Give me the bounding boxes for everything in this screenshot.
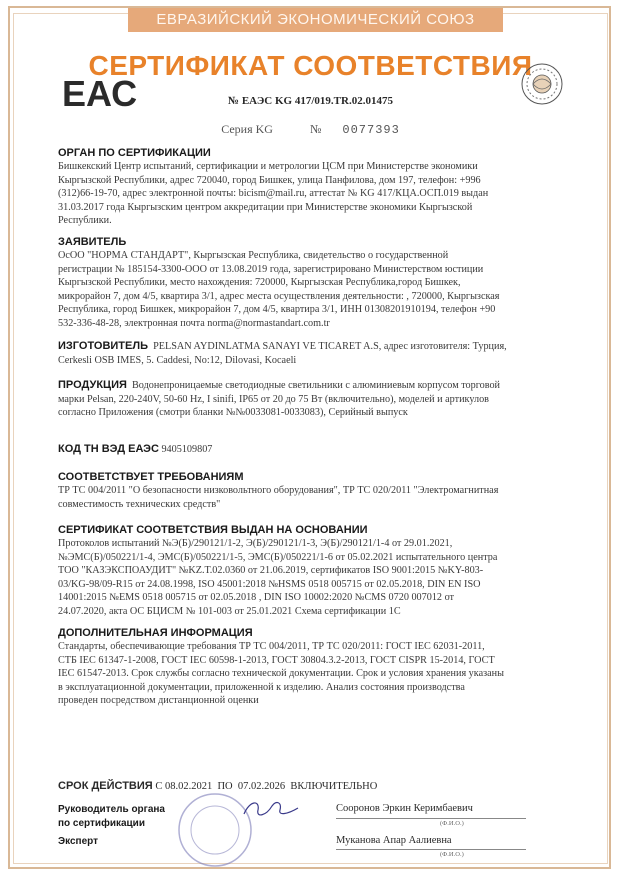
code-value: 9405109807 [161,444,213,455]
basis-text [58,537,578,618]
basis-line: 24.07.2020, акта ОС БЦИСМ № 101-003 от 25.01.2021 Схема сертификации 1С [58,605,401,617]
organ-heading: ОРГАН ПО СЕРТИФИКАЦИИ [58,147,211,159]
manufacturer-line: Cerkesli OSB IMES, 5. Caddesi, No:12, Dilovasi, Kocaeli [58,354,297,366]
validity-inclusive: ВКЛЮЧИТЕЛЬНО [290,781,378,792]
product-line: Водонепроницаемые светодиодные светильники с алюминиевым корпусом торговой [131,380,501,391]
organ-line: 31.03.2017 года Кыргызским центром аккредитации при Министерстве экономики Кыргызской [58,201,473,213]
product-line: согласно Приложения (смотри бланки №№0033081-0033083), Серийный выпуск [58,407,408,418]
code-row [58,443,578,457]
additional-line: в эксплуатационной документации, приложенной к изделию. Анализ состояния производства [58,681,465,693]
validity-label: СРОК ДЕЙСТВИЯ [58,780,153,792]
additional-line: Стандарты, обеспечивающие требования ТР ТС 004/2011, ТР ТС 020/2011: ГОСТ IEC 62031-2011, [58,641,485,652]
inner-frame [13,13,608,864]
validity-from-label: С [155,781,163,792]
expert-label: Эксперт [58,836,99,847]
series-number: 0077393 [342,123,400,137]
additional-heading: ДОПОЛНИТЕЛЬНАЯ ИНФОРМАЦИЯ [58,627,253,639]
organ-line: Республики. [58,215,112,226]
applicant-heading: ЗАЯВИТЕЛЬ [58,236,127,248]
manufacturer-heading: ИЗГОТОВИТЕЛЬ [58,340,148,352]
additional-line: СТБ IEC 61347-1-2008, ГОСТ IEC 60598-1-2013, ГОСТ 30804.3.2-2013, ГОСТ CISPR 15-2014, ГОСТ [58,654,495,666]
certificate-title: СЕРТИФИКАТ СООТВЕТСТВИЯ [88,50,533,81]
manufacturer-text [58,340,578,367]
basis-line: 14001:2015 №EMS 0518 005715 от 02.05.2018 , DIN ISO 10002:2020 №CMS 0720 007012 от [58,592,454,603]
product-text [58,379,578,420]
basis-line: ТОО "КАЗЭКСПОАУДИТ" №KZ.Т.02.0360 от 21.06.2019, сертификатов ISO 9001:2015 №KY-803- [58,565,484,576]
certificate-number: № ЕАЭС KG 417/019.TR.02.01475 [228,95,393,107]
series-row [0,122,621,137]
code-heading: КОД ТН ВЭД ЕАЭС [58,443,159,455]
expert-name-underline [336,849,526,850]
requirements-line: ТР ТС 004/2011 "О безопасности низковольтного оборудования", ТР ТС 020/2011 "Электромагнитная [58,485,499,496]
organ-line: Бишкекский Центр испытаний, сертификации и метрологии ЦСМ при Министерстве экономики [58,161,478,172]
product-heading: ПРОДУКЦИЯ [58,379,127,391]
eac-logo-text: ЕАС [62,73,138,114]
series-label: Серия KG [221,122,273,136]
requirements-text [58,484,578,511]
organ-text [58,160,578,228]
validity-to: 07.02.2026 [237,781,286,792]
organ-line: Кыргызской Республики, адрес 720040, город Бишкек, улица Панфилова, дом 197, телефон: +996 [58,174,481,186]
head-name-underline [336,818,526,819]
basis-line: Протоколов испытаний №Э(Б)/290121/1-2, Э(Б)/290121/1-3, Э(Б)/290121/1-4 от 29.01.2021, [58,538,453,549]
product-line: марки Pelsan, 220-240V, 50-60 Hz, I sinifi, IP65 от 20 до 75 Вт (включительно), моделей и артикулов [58,393,489,405]
signature-mark [236,796,306,822]
basis-heading: СЕРТИФИКАТ СООТВЕТСТВИЯ ВЫДАН НА ОСНОВАНИИ [58,524,368,536]
requirements-line: совместимость технических средств" [58,498,221,510]
applicant-line: 532-336-48-28, электронная почта norma@normastandart.com.tr [58,317,330,329]
head-label-line: Руководитель органа [58,804,165,815]
basis-line: 03/KG-98/09-R15 от 24.08.1998, ISO 45001:2018 №HSMS 0518 005715 от 02.05.2018, DIN EN ISO [58,578,481,590]
head-label [58,803,165,831]
applicant-line: микрорайон 7, дом 4/5, квартира 3/1, адрес места осуществления деятельности: , 720000, Кыргызская [58,290,500,302]
applicant-line: Кыргызской Республики, место нахождения: 720000, Кыргызская Республика,город Бишкек, [58,277,461,288]
union-band: ЕВРАЗИЙСКИЙ ЭКОНОМИЧЕСКИЙ СОЮЗ [128,8,503,32]
organ-line: (312)66-19-70, адрес электронной почты: bicism@mail.ru, аттестат № KG 417/КЦА.ОСП.019 выдан [58,188,489,199]
additional-line: IEC 61547-2013. Срок службы согласно технической документации. Срок и условия хранения указаны [58,668,504,679]
applicant-text [58,249,578,330]
head-name: Сооронов Эркин Керимбаевич [336,803,473,814]
expert-name: Муканова Апар Аалиевна [336,835,452,846]
requirements-heading: СООТВЕТСТВУЕТ ТРЕБОВАНИЯМ [58,471,244,483]
manufacturer-line: PELSAN AYDINLATMA SANAYI VE TICARET A.S, адрес изготовителя: Турция, [153,341,507,352]
validity-to-label: ПО [217,781,233,792]
additional-text [58,640,578,708]
expert-fio: (Ф.И.О.) [440,851,464,858]
basis-line: №ЭМС(Б)/050221/1-4, ЭМС(Б)/050221/1-5, ЭМС(Б)/050221/1-6 от 05.02.2021 испытательного центра [58,551,498,563]
head-label-line: по сертификации [58,818,145,829]
head-fio: (Ф.И.О.) [440,820,464,827]
validity-from: 08.02.2021 [164,781,213,792]
applicant-line: регистрации № 185154-3300-ООО от 13.08.2019 года, зарегистрировано Министерством юстиции [58,263,484,275]
applicant-line: Республика, город Бишкек, микрорайон 7, дом 4/5, квартира 3/1, ИНН 01308201910194, телефон +90 [58,304,496,315]
additional-line: проведен посредством дистанционной оценки [58,695,259,706]
applicant-line: ОсОО "НОРМА СТАНДАРТ", Кыргызская Республика, свидетельство о государственной [58,250,449,261]
series-no-label: № [309,122,322,136]
